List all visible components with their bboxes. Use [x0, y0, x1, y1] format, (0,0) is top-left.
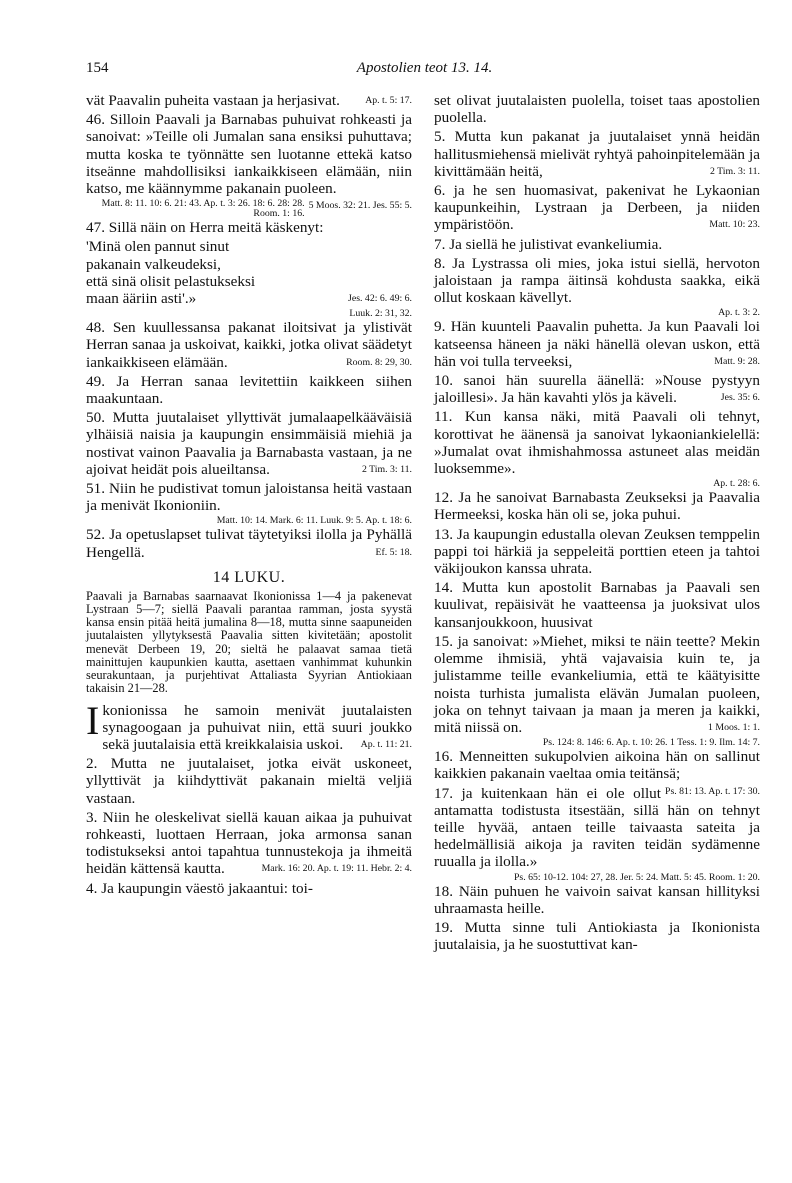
verse-16: [434, 748, 760, 797]
cross-reference: Ef. 5: 18.: [375, 546, 412, 558]
verse-1: [86, 697, 412, 754]
left-column: [86, 92, 412, 899]
verse-12: 12. Ja he sanoivat Barnabasta Zeukseksi ja Paavalia Hermeeksi, koska hän oli se, joka puhui.: [434, 489, 760, 524]
verse-47: 47. Sillä näin on Herra meitä käskenyt:: [86, 219, 324, 237]
verse-52: [86, 526, 412, 560]
running-title: Apostolien teot 13. 14.: [356, 60, 493, 76]
chapter-heading: 14 LUKU.: [212, 568, 286, 586]
verse-6: [434, 182, 760, 234]
verse-11: 11. Kun kansa näki, mitä Paavali oli tehnyt, korottivat he äänensä ja sanoivat lykaoniankielellä: »Jumalat ovat ihmishahmossa astuneet alas meidän luoksemme».: [434, 408, 760, 478]
chapter-summary: Paavali ja Barnabas saarnaavat Ikonionissa 1—4 ja pakenevat Lystraan 5—7; siellä Paavali parantaa ramman, josta syystä kansa ensin pitää heitä jumalina 8—18, mutta sinne saapuneiden juutalaisten yllytyksestä Paavalia sitten kivitetään; apostolit menevät Derbeen 19, 20; sieltä he palaavat samaa tietä mainittujen kaupunkien kautta, asettaen vanhimmat kuhunkin seurakuntaan, ja purjehtivat Attaliasta Syyrian Antiokiaan takaisin 21—28.: [86, 588, 412, 696]
page-header: [86, 60, 763, 84]
cross-reference: Room. 8: 29, 30.: [346, 356, 412, 368]
cross-reference: 2 Tim. 3: 11.: [361, 463, 412, 475]
verse-17: 17. ja kuitenkaan hän ei ole ollut antamatta todistusta itsestään, sillä hän on tehnyt teille hyvää, antaen teille taivaasta sateita ja hedelmällisiä aikoja ja raviten teidän sydämenne ruualla ja ilolla.»: [434, 784, 760, 871]
verse-paragraph: [86, 92, 412, 109]
cross-reference: Matt. 10: 23.: [709, 219, 760, 231]
cross-reference: 5 Moos. 32: 21. Jes. 55: 5.: [308, 200, 412, 212]
cross-reference: Ap. t. 3: 2.: [718, 307, 760, 319]
poem-quote: [86, 238, 412, 307]
verse-15: [434, 633, 760, 736]
verse-text: 9. Hän kuunteli Paavalin puhetta. Ja kun Paavali loi katseensa häneen ja näki hänellä olevan uskon, että hän voi tulla terveeksi,: [434, 318, 760, 370]
cross-reference: 2 Tim. 3: 11.: [709, 165, 760, 177]
verse-3: [86, 809, 412, 878]
verse-text: 10. sanoi hän suurella äänellä: »Nouse pystyyn jaloillesi». Ja hän kavahti ylös ja käveli.: [434, 372, 760, 407]
verse-text: 3. Niin he oleskelivat siellä kauan aikaa ja puhuivat rohkeasti, luottaen Herraan, joka armonsa sanan todistukseksi antoi tapahtua tunnustekoja ja ihmeitä heidän kättensä kautta.: [86, 808, 412, 878]
verse-text: 6. ja he sen huomasivat, pakenivat he Lykaonian kaupunkeihin, Lystraan ja Derbeen, ja niiden ympäristöön.: [434, 182, 760, 234]
verse-text: konionissa he samoin menivät juutalaisten synagoogaan ja puhuivat niin, että suuri joukko sekä juutalaisia että kreikkalaisia uskoi.: [102, 701, 412, 753]
cross-reference: Ap. t. 5: 17.: [365, 95, 412, 106]
verse-18: 18. Näin puhuen he vaivoin saivat kansan hillityksi uhraamasta heille.: [434, 882, 760, 917]
verse-2: 2. Mutta ne juutalaiset, jotka eivät uskoneet, yllyttivät ja kiihdyttivät pakanain mieltä veljiä vastaan.: [86, 755, 412, 807]
verse-text: 52. Ja opetuslapset tulivat täytetyiksi ilolla ja Pyhällä Hengellä.: [86, 526, 412, 561]
poem-line: [86, 290, 412, 307]
verse-50: [86, 409, 412, 478]
cross-reference: Matt. 8: 11. 10: 6. 21: 43. Ap. t. 3: 26. 18: 6. 28: 28.: [101, 198, 305, 210]
verse-paragraph: set olivat juutalaisten puolella, toiset taas apostolien puolella.: [434, 92, 760, 127]
verse-8: 8. Ja Lystrassa oli mies, joka istui siellä, hervoton jaloistaan ja rampa äitinsä kohdusta saakka, eikä ollut koskaan kävellyt.: [434, 254, 760, 307]
cross-reference: Ps. 65: 10-12. 104: 27, 28. Jer. 5: 24. Matt. 5: 45. Room. 1: 20.: [513, 871, 760, 883]
cross-reference: Ap. t. 11: 21.: [360, 738, 412, 750]
poem-line-text: maan ääriin asti'.»: [86, 290, 197, 308]
page-number: 154: [86, 60, 109, 76]
cross-reference: Mark. 16: 20. Ap. t. 19: 11. Hebr. 2: 4.: [261, 863, 412, 875]
poem-line: 'Minä olen pannut sinut: [86, 238, 230, 256]
verse-7: 7. Ja siellä he julistivat evankeliumia.: [434, 235, 663, 253]
verse-text: 48. Sen kuullessansa pakanat iloitsivat ja ylistivät Herran sanaa ja uskoivat, kaikki, jotka olivat säädetyt iankaikkiseen elämään.: [86, 319, 412, 371]
cross-reference: Ap. t. 28: 6.: [713, 478, 760, 490]
cross-reference: Luuk. 2: 31, 32.: [349, 308, 412, 320]
cross-reference: Ps. 124: 8. 146: 6. Ap. t. 10: 26. 1 Tess. 1: 9. Ilm. 14: 7.: [542, 737, 760, 749]
verse-9: [434, 318, 760, 370]
cross-reference: Ps. 81: 13. Ap. t. 17: 30.: [665, 785, 760, 797]
verse-text: 5. Mutta kun pakanat ja juutalaiset ynnä heidän hallitusmiehensä mielivät ryhtyä pahoinpitelemään ja kivittämään heitä,: [434, 128, 760, 180]
verse-51: 51. Niin he pudistivat tomun jaloistansa heitä vastaan ja menivät Ikonioniin.: [86, 480, 412, 515]
cross-reference: Jes. 42: 6. 49: 6.: [348, 293, 412, 305]
verse-49: 49. Ja Herran sanaa levitettiin kaikkeen siihen maakuntaan.: [86, 372, 412, 408]
verse-4: 4. Ja kaupungin väestö jakaantui: toi-: [86, 879, 313, 897]
verse-5: [434, 128, 760, 180]
poem-line: pakanain valkeudeksi,: [86, 255, 221, 273]
verse-13: 13. Ja kaupungin edustalla olevan Zeuksen temppelin pappi toi härkiä ja seppeleitä porttien eteen ja tahtoi väkijoukon kanssa uhrata.: [434, 525, 760, 578]
poem-line: että sinä olisit pelastukseksi: [86, 272, 256, 290]
cross-reference: Matt. 9: 28.: [714, 355, 760, 367]
verse-14: 14. Mutta kun apostolit Barnabas ja Paavali sen kuulivat, repäisivät he vaatteensa ja juoksivat ulos kansanjoukkoon, huusivat: [434, 579, 760, 631]
verse-text: 46. Silloin Paavali ja Barnabas puhuivat rohkeasti ja sanoivat: »Teille oli Jumalan sana ensiksi puhuttava; mutta koska te työnnätte sen luotanne ettekä katso itseänne mahdollisiksi iankaikkiseen elämään, niin katso, me käännymme pakanain puoleen.: [86, 111, 412, 198]
verse-10: [434, 372, 760, 406]
cross-reference: Jes. 35: 6.: [720, 392, 760, 404]
verse-text: 16. Menneitten sukupolvien aikoina hän on sallinut kaikkien pakanain vaeltaa omia teitänsä;: [434, 748, 760, 783]
drop-cap: I: [86, 697, 100, 743]
cross-reference: Matt. 10: 14. Mark. 6: 11. Luuk. 9: 5. Ap. t. 18: 6.: [216, 515, 412, 527]
verse-text: 15. ja sanoivat: »Miehet, miksi te näin teette? Mekin olemme ihmisiä, yhtä vajavaisia kuin te, ja julistamme teille evankeliumia, että te käätyisitte noista turhista jumalista elävän Jumalan puoleen, joka on tehnyt taivaan ja maan ja meren ja kaikki, mitä niissä on.: [434, 632, 760, 736]
cross-reference: 1 Moos. 1: 1.: [708, 721, 760, 733]
verse-text: vät Paavalin puheita vastaan ja herjasivat.: [86, 92, 340, 109]
verse-48: [86, 319, 412, 371]
verse-19: 19. Mutta sinne tuli Antiokiasta ja Ikonionista juutalaisia, ja he suostuttivat kan-: [434, 918, 760, 954]
cross-reference: Room. 1: 16.: [253, 208, 305, 220]
verse-text: 50. Mutta juutalaiset yllyttivät jumalaapelkääväisiä ylhäisiä naisia ja kaupungin ensimmäisiä miehiä ja nostivat vainon Paavalia ja Barnabasta vastaan, ja ne ajoivat heidät pois alueiltansa.: [86, 409, 412, 478]
right-column: [434, 92, 760, 955]
